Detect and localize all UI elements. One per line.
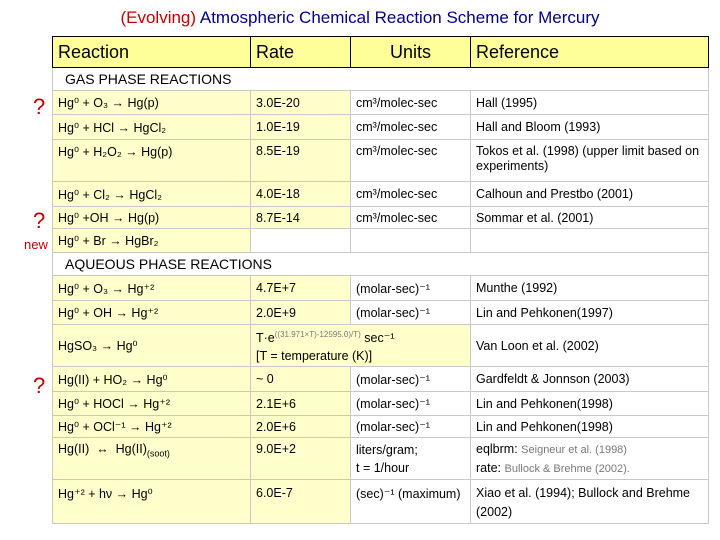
rate-cell: 2.0E+6 [251, 416, 351, 438]
reference-cell: Tokos et al. (1998) (upper limit based on experiments) [471, 140, 709, 182]
rate-cell: 4.0E-18 [251, 182, 351, 207]
table-row [53, 182, 709, 207]
reference-cell: Van Loon et al. (2002) [471, 325, 709, 367]
section-row [53, 68, 709, 91]
rate-cell: 4.7E+7 [251, 276, 351, 301]
rate-cell: 8.7E-14 [251, 207, 351, 229]
reaction-cell: Hg⁰ + Cl₂ → HgCl₂ [53, 182, 251, 207]
rate-cell [251, 229, 351, 253]
equilibrium-arrow: ↔ [96, 442, 109, 456]
reaction-cell: Hg⁺² + hν → Hg⁰ [53, 480, 251, 524]
reaction-cell: Hg⁰ + O₃ → Hg(p) [53, 91, 251, 115]
units-line-1: liters/gram; [356, 442, 418, 457]
header-reaction: Reaction [53, 37, 251, 68]
units-cell: (molar-sec)⁻¹ [351, 301, 471, 325]
table-row [53, 276, 709, 301]
rate-cell: 8.5E-19 [251, 140, 351, 182]
units-cell: (sec)⁻¹ (maximum) [351, 480, 471, 524]
units-cell [351, 438, 471, 480]
question-marker: ? [33, 94, 46, 119]
reference-cell: Munthe (1992) [471, 276, 709, 301]
rate-exponent: ((31.971×T)-12595.0)/T) [274, 330, 361, 340]
reaction-table [52, 36, 709, 524]
reference-cell: Hall and Bloom (1993) [471, 115, 709, 140]
page-title [0, 8, 720, 28]
reaction-cell: Hg(II) + HO₂ → Hg⁰ [53, 367, 251, 392]
reaction-part-a: Hg(II) [58, 442, 90, 456]
reaction-cell: Hg⁰ + H₂O₂ → Hg(p) [53, 140, 251, 182]
table-row [53, 91, 709, 115]
new-marker: new [24, 237, 48, 252]
reaction-part-b: Hg(II) [115, 442, 147, 456]
rate-cell: ~ 0 [251, 367, 351, 392]
units-cell: (molar-sec)⁻¹ [351, 416, 471, 438]
units-cell: cm³/molec-sec [351, 91, 471, 115]
rate-cell: 6.0E-7 [251, 480, 351, 524]
rate-cell: 1.0E-19 [251, 115, 351, 140]
rate-main: T·e [256, 331, 275, 346]
table-row [53, 480, 709, 524]
reference-cell: Lin and Pehkonen(1998) [471, 416, 709, 438]
question-marker: ? [33, 373, 46, 398]
table-row [53, 229, 709, 253]
units-cell: cm³/molec-sec [351, 115, 471, 140]
header-rate: Rate [251, 37, 351, 68]
table-row [53, 140, 709, 182]
table-row [53, 325, 709, 367]
reference-label-1: eqlbrm: [476, 441, 518, 456]
table-row [53, 207, 709, 229]
reference-cell: Hall (1995) [471, 91, 709, 115]
units-cell [351, 229, 471, 253]
header-units: Units [351, 37, 471, 68]
rate-unit: sec⁻¹ [364, 331, 395, 346]
table-row [53, 392, 709, 416]
units-line-2: t = 1/hour [356, 460, 410, 475]
reference-value-1: Seigneur et al. (1998) [521, 443, 627, 456]
reaction-subscript: (soot) [146, 448, 170, 459]
rate-cell: 9.0E+2 [251, 438, 351, 480]
reference-cell [471, 438, 709, 480]
reference-cell: Calhoun and Prestbo (2001) [471, 182, 709, 207]
title-evolving: (Evolving) [120, 8, 197, 27]
table-row [53, 301, 709, 325]
table-row [53, 416, 709, 438]
title-main: Atmospheric Chemical Reaction Scheme for Mercury [199, 8, 600, 27]
units-cell: cm³/molec-sec [351, 207, 471, 229]
reaction-cell: Hg⁰ +OH → Hg(p) [53, 207, 251, 229]
rate-cell: 2.1E+6 [251, 392, 351, 416]
section-aqueous-label: AQUEOUS PHASE REACTIONS [53, 253, 709, 276]
reference-cell: Xiao et al. (1994); Bullock and Brehme (2002) [471, 480, 709, 524]
reference-cell: Lin and Pehkonen(1998) [471, 392, 709, 416]
reference-cell: Lin and Pehkonen(1997) [471, 301, 709, 325]
question-marker: ? [33, 208, 46, 233]
section-row [53, 253, 709, 276]
reaction-cell: HgSO₃ → Hg⁰ [53, 325, 251, 367]
units-cell: (molar-sec)⁻¹ [351, 392, 471, 416]
reaction-cell: Hg⁰ + Br → HgBr₂ [53, 229, 251, 253]
units-cell: (molar-sec)⁻¹ [351, 367, 471, 392]
table-header-row [53, 37, 709, 68]
rate-cell: 2.0E+9 [251, 301, 351, 325]
table-row [53, 115, 709, 140]
reference-cell [471, 229, 709, 253]
reaction-cell [53, 438, 251, 480]
reference-cell: Gardfeldt & Jonnson (2003) [471, 367, 709, 392]
rate-note: [T = temperature (K)] [256, 348, 373, 363]
section-gas-label: GAS PHASE REACTIONS [53, 68, 709, 91]
reaction-cell: Hg⁰ + HOCl → Hg⁺² [53, 392, 251, 416]
reaction-cell: Hg⁰ + HCl → HgCl₂ [53, 115, 251, 140]
reference-cell: Sommar et al. (2001) [471, 207, 709, 229]
reaction-cell: Hg⁰ + O₃ → Hg⁺² [53, 276, 251, 301]
rate-cell [251, 325, 471, 367]
table-row [53, 438, 709, 480]
reference-value-2: Bullock & Brehme (2002). [504, 462, 630, 475]
units-cell: cm³/molec-sec [351, 140, 471, 182]
reaction-cell: Hg⁰ + OCl⁻¹ → Hg⁺² [53, 416, 251, 438]
units-cell: (molar-sec)⁻¹ [351, 276, 471, 301]
units-cell: cm³/molec-sec [351, 182, 471, 207]
reaction-cell: Hg⁰ + OH → Hg⁺² [53, 301, 251, 325]
table-row [53, 367, 709, 392]
header-reference: Reference [471, 37, 709, 68]
reference-label-2: rate: [476, 460, 502, 475]
rate-cell: 3.0E-20 [251, 91, 351, 115]
